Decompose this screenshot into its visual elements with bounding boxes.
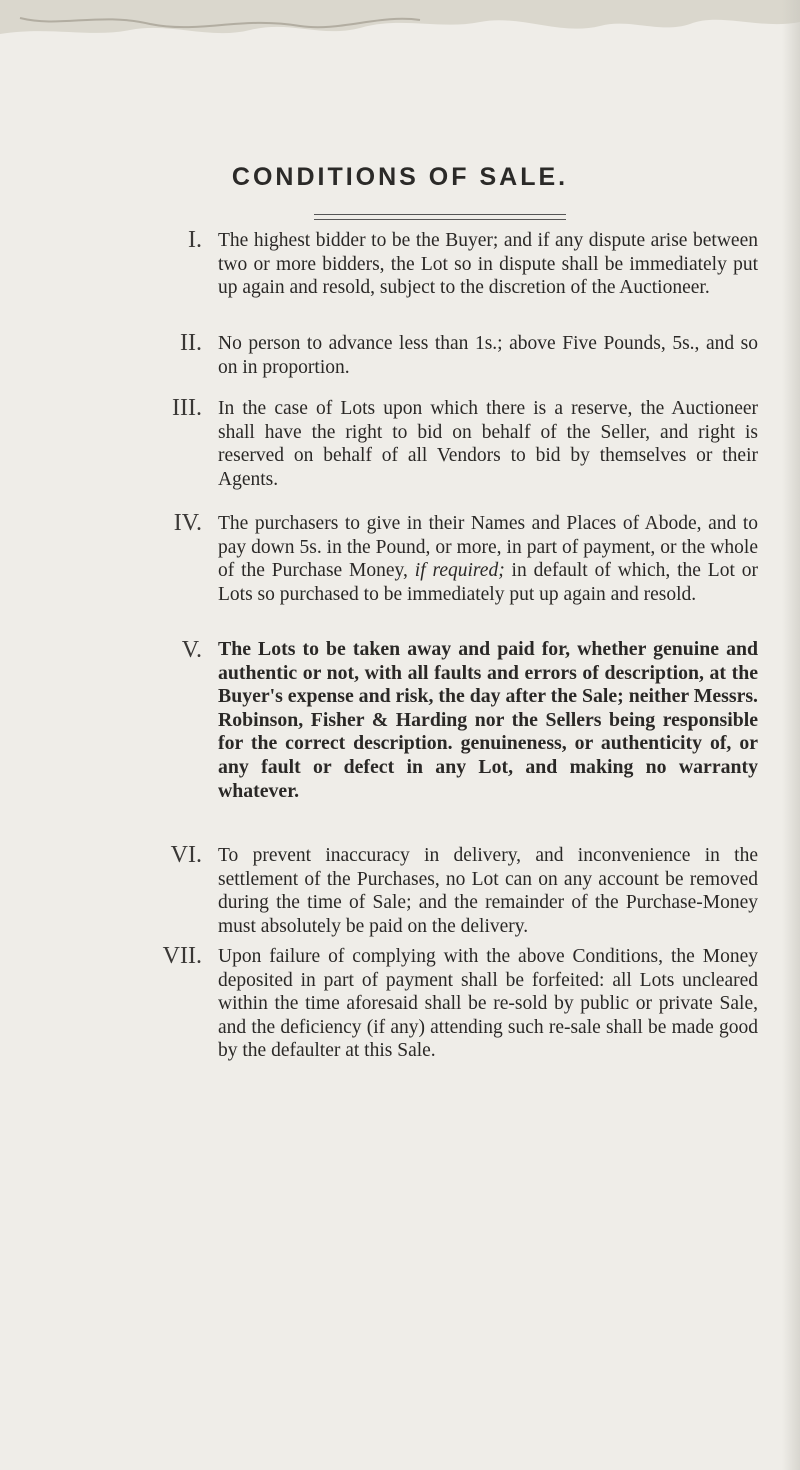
condition-text-3: In the case of Lots upon which there is a reserve, the Auctioneer shall have the right to bid on behalf of the Seller, and right is reserved on behalf of all Vendors to bid by themselves or their Agents. — [218, 398, 758, 490]
condition-numeral-7: VII. — [162, 943, 202, 969]
condition-text-4-part-1: The purchasers to give in their Names and Places of Abode, and to pay down 5s. in the Pound, or more, in part of payment, or the whole of the Purchase Money, — [218, 513, 758, 582]
title-double-rule — [314, 214, 566, 220]
condition-numeral-1: I. — [188, 227, 202, 253]
page-title: CONDITIONS OF SALE. — [231, 163, 569, 191]
condition-text-4-italic: if required; — [414, 560, 505, 582]
condition-text-7: Upon failure of complying with the above Conditions, the Money deposited in part of payment shall be forfeited: all Lots uncleared within the time aforesaid shall be re-sold by public or private Sale, and the deficiency (if any) attending such re-sale shall be made good by the defaulter at this Sale. — [218, 946, 758, 1062]
condition-numeral-3: III. — [172, 395, 202, 421]
condition-text-4 — [218, 512, 758, 606]
condition-text-4-part-2: in default of which, the Lot or Lots so purchased to be immediately put up again and resold. — [218, 560, 758, 605]
condition-text-5: The Lots to be taken away and paid for, whether genuine and authentic or not, with all faults and errors of description, at the Buyer's expense and risk, the day after the Sale; neither Messrs. Robinson, Fisher & Harding nor the Sellers being responsible for the correct description. genuineness, or authenticity of, or any fault or defect in any Lot, and making no warranty whatever. — [218, 638, 758, 802]
condition-numeral-2: II. — [180, 330, 202, 356]
condition-numeral-5: V. — [181, 637, 202, 663]
page-edge-shadow — [782, 0, 800, 1470]
condition-numeral-6: VI. — [170, 842, 202, 868]
condition-text-2: No person to advance less than 1s.; above Five Pounds, 5s., and so on in proportion. — [218, 333, 758, 378]
condition-text-1: The highest bidder to be the Buyer; and if any dispute arise between two or more bidders, the Lot so in dispute shall be immediately put up again and resold, subject to the discretion of the Auctioneer. — [218, 230, 758, 299]
condition-text-6: To prevent inaccuracy in delivery, and inconvenience in the settlement of the Purchases, no Lot can on any account be removed during the time of Sale; and the remainder of the Purchase-Money must absolutely be paid on the delivery. — [218, 845, 758, 937]
torn-edge-decoration — [0, 0, 800, 60]
condition-numeral-4: IV. — [173, 510, 202, 536]
